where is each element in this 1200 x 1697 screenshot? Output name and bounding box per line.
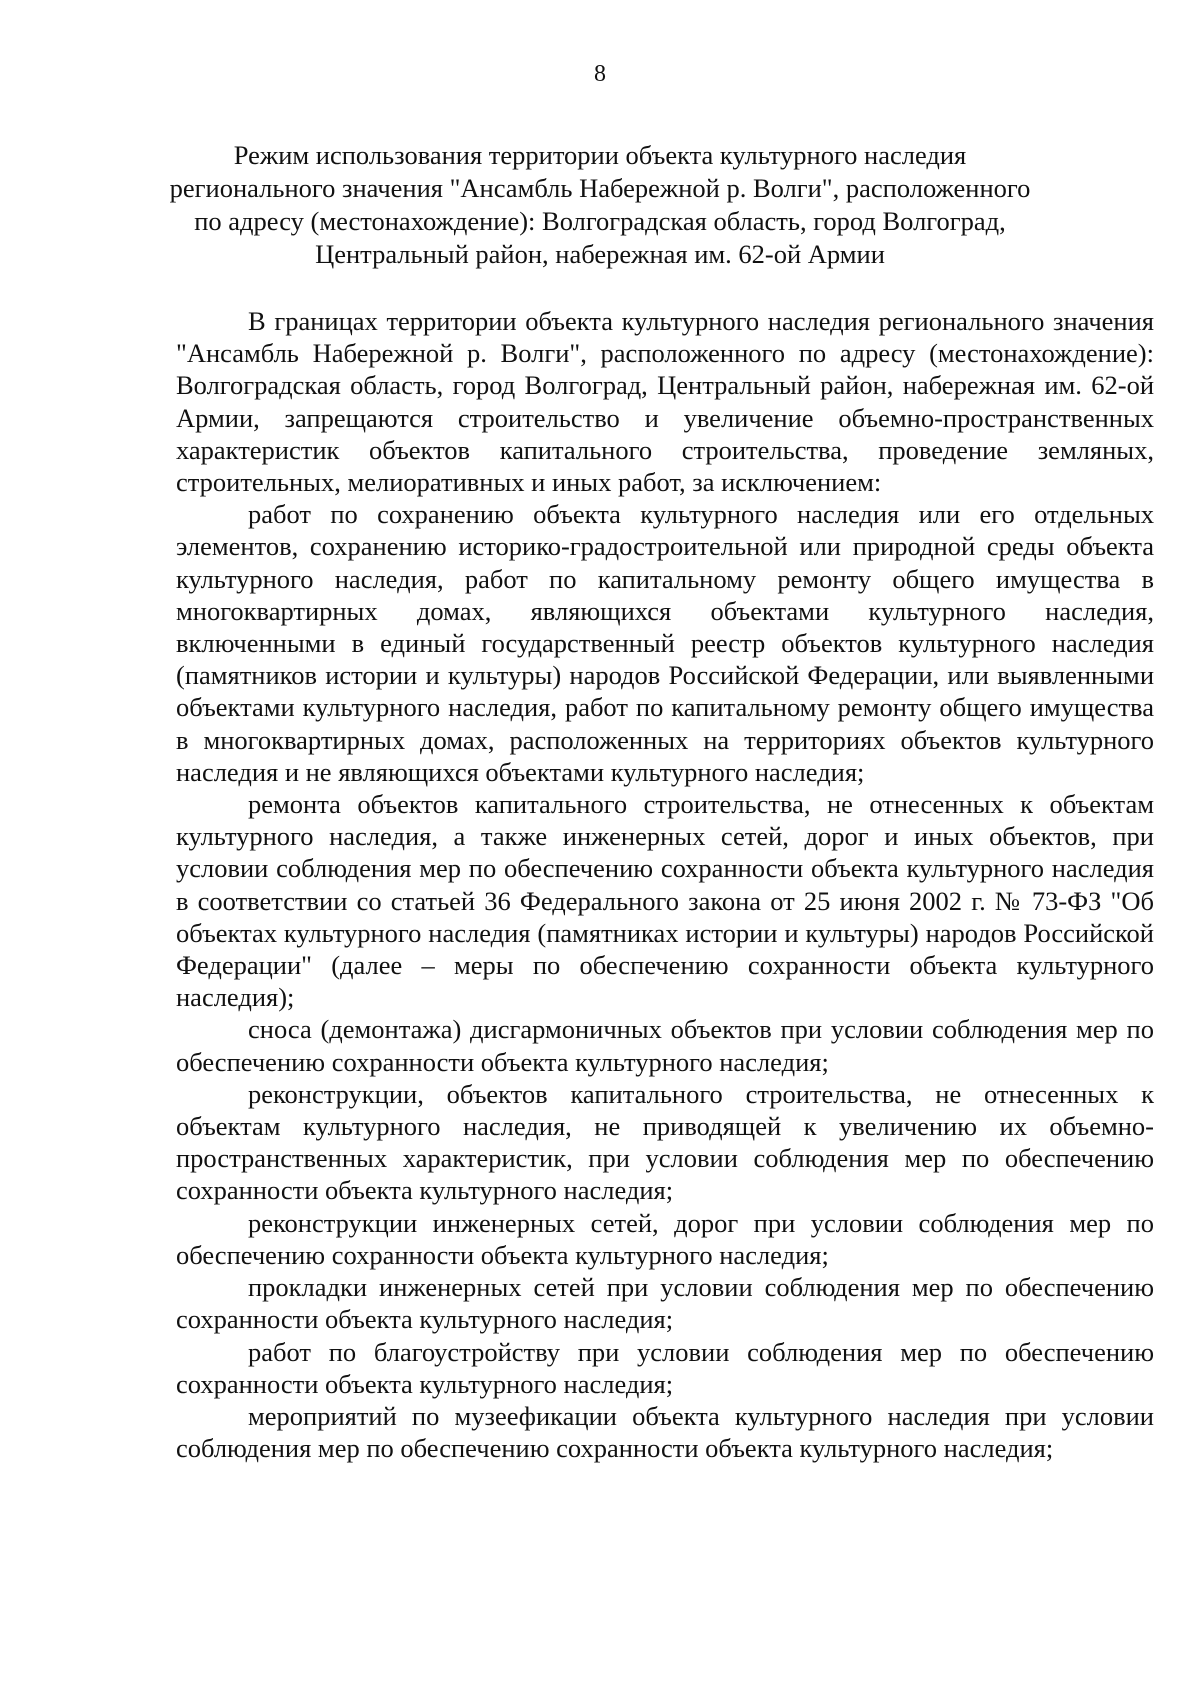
exception-item: работ по сохранению объекта культурного наследия или его отдельных элементов, сохранению историко-градостроительной или природной среды объекта культурного наследия, работ по капитальному ремонту общего имущества в многоквартирных домах, являющихся объектами культурного наследия, включенными в единый государственный реестр объектов культурного наследия (памятников истории и культуры) народов Российской Федерации, или выявленными объектами культурного наследия, работ по капитальному ремонту общего имущества в многоквартирных домах, расположенных на территориях объектов культурного наследия и не являющихся объектами культурного наследия; [176, 499, 1154, 787]
exception-item: ремонта объектов капитального строительства, не отнесенных к объектам культурного наследия, а также инженерных сетей, дорог и иных объектов, при условии соблюдения мер по обеспечению сохранности объекта культурного наследия в соответствии со статьей 36 Федерального закона от 25 июня 2002 г. № 73-ФЗ "Об объектах культурного наследия (памятниках истории и культуры) народов Российской Федерации" (далее – меры по обеспечению сохранности объекта культурного наследия); [176, 789, 1154, 1013]
title-line: регионального значения "Ансамбль Набережной р. Волги", расположенного [169, 173, 1031, 203]
exception-item: прокладки инженерных сетей при условии соблюдения мер по обеспечению сохранности объекта культурного наследия; [176, 1272, 1154, 1335]
page-number: 8 [594, 61, 606, 87]
exception-item: сноса (демонтажа) дисгармоничных объектов при условии соблюдения мер по обеспечению сохранности объекта культурного наследия; [176, 1014, 1154, 1077]
exception-item: реконструкции инженерных сетей, дорог при условии соблюдения мер по обеспечению сохранности объекта культурного наследия; [176, 1207, 1154, 1270]
title-line: Режим использования территории объекта культурного наследия [233, 140, 967, 170]
exception-item: реконструкции, объектов капитального строительства, не отнесенных к объектам культурного наследия, не приводящей к увеличению их объемно-пространственных характеристик, при условии соблюдения мер по обеспечению сохранности объекта культурного наследия; [176, 1078, 1154, 1206]
title-line: Центральный район, набережная им. 62-ой Армии [315, 239, 885, 269]
document-body [176, 305, 1154, 1464]
document-title [150, 139, 1050, 271]
exception-item: мероприятий по музеефикации объекта культурного наследия при условии соблюдения мер по обеспечению сохранности объекта культурного наследия; [176, 1400, 1154, 1464]
intro-paragraph: В границах территории объекта культурного наследия регионального значения "Ансамбль Набережной р. Волги", расположенного по адресу (местонахождение): Волгоградская область, город Волгоград, Центральный район, набережная им. 62-ой Армии, запрещаются строительство и увеличение объемно-пространственных характеристик объектов капитального строительства, проведение земляных, строительных, мелиоративных и иных работ, за исключением: [176, 306, 1154, 498]
title-line: по адресу (местонахождение): Волгоградская область, город Волгоград, [194, 206, 1006, 236]
exception-item: работ по благоустройству при условии соблюдения мер по обеспечению сохранности объекта культурного наследия; [176, 1336, 1154, 1399]
